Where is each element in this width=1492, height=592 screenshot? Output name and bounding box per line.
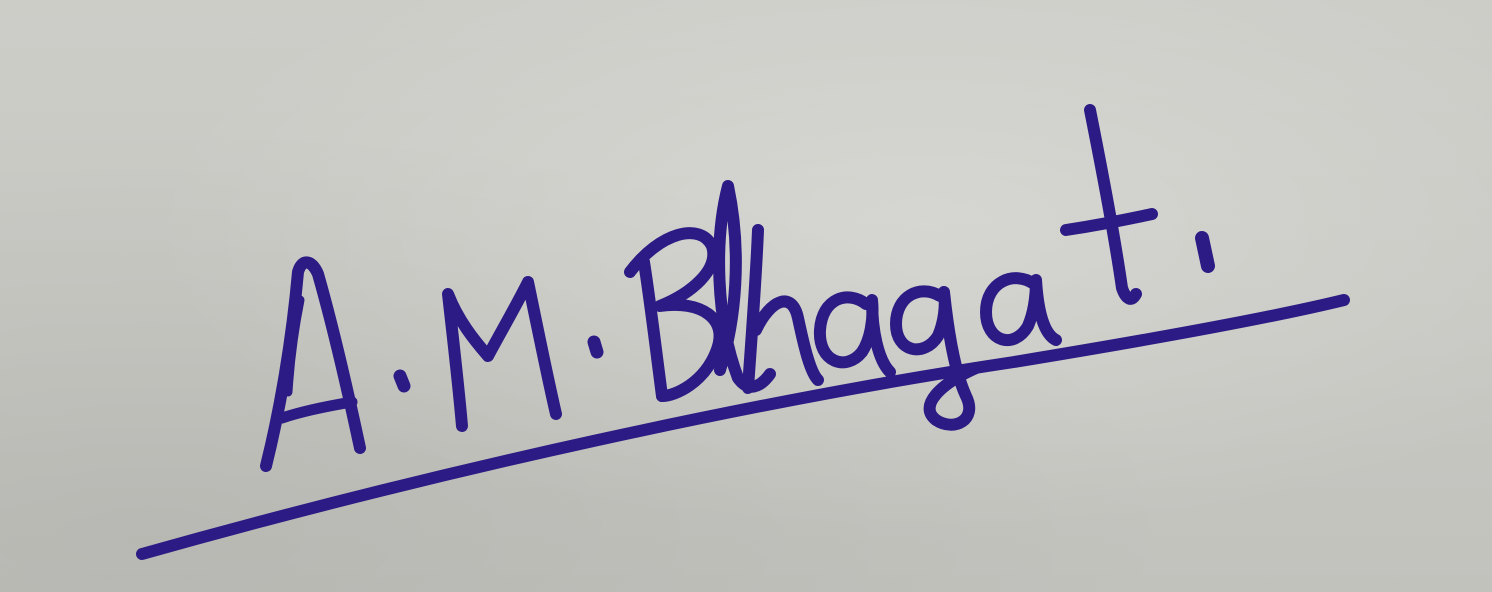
letter-m (448, 282, 556, 426)
letter-a-crossbar (282, 402, 352, 418)
letter-h (748, 230, 818, 388)
period-3 (1202, 238, 1208, 266)
period-1 (400, 376, 404, 386)
letter-a-lower-1 (820, 297, 890, 372)
period-2 (594, 342, 597, 352)
letter-g (896, 291, 976, 424)
letter-t-stem (1090, 110, 1136, 299)
letter-a (266, 262, 360, 466)
signature-underline (142, 300, 1344, 554)
signature-strokes (142, 110, 1344, 554)
letter-a-lower-2 (986, 278, 1056, 340)
letter-b-stem (644, 262, 662, 396)
letter-b-bowls (630, 233, 719, 396)
